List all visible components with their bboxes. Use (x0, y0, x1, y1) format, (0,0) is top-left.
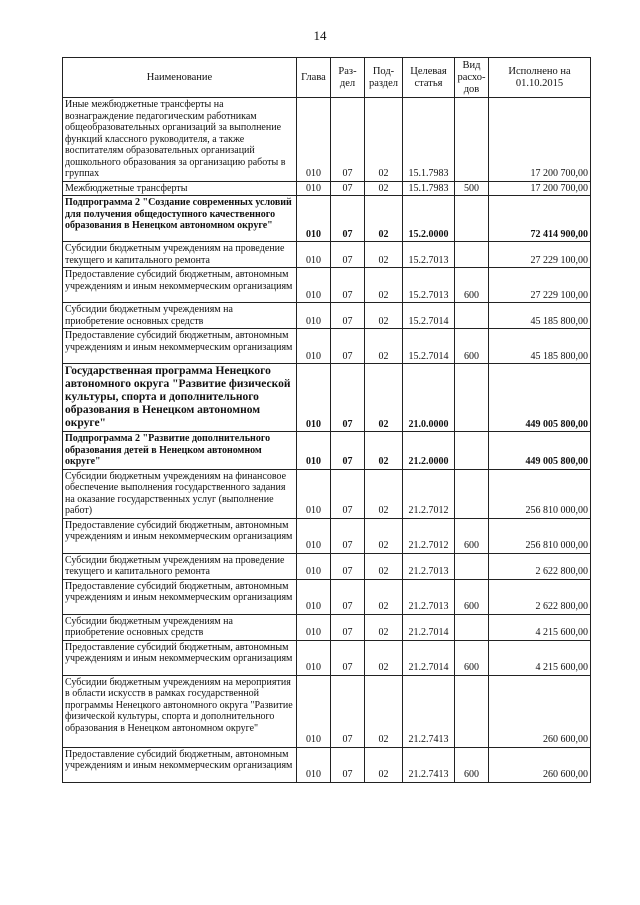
table-row (63, 469, 591, 518)
cell-target-article: 21.2.7013 (403, 579, 455, 614)
cell-section: 07 (331, 469, 365, 518)
cell-section: 07 (331, 553, 365, 579)
table-row (63, 432, 591, 470)
cell-target-article: 21.2.7413 (403, 747, 455, 782)
table-row (63, 747, 591, 782)
cell-subsection: 02 (365, 329, 403, 364)
cell-executed: 4 215 600,00 (489, 614, 591, 640)
table-row (63, 675, 591, 747)
cell-expense-type: 600 (455, 268, 489, 303)
cell-target-article: 21.2.7012 (403, 469, 455, 518)
cell-expense-type (455, 196, 489, 242)
cell-target-article: 21.2.7013 (403, 553, 455, 579)
cell-chapter: 010 (297, 518, 331, 553)
cell-section: 07 (331, 268, 365, 303)
table-row (63, 553, 591, 579)
table-row (63, 196, 591, 242)
cell-expense-type (455, 364, 489, 432)
cell-subsection: 02 (365, 98, 403, 182)
cell-target-article: 21.2.7014 (403, 640, 455, 675)
cell-subsection: 02 (365, 579, 403, 614)
cell-expense-type (455, 432, 489, 470)
cell-name: Иные межбюджетные трансферты на вознаграждение педагогическим работникам общеобразовательных организаций за выполнение функций классного руководителя, а также воспитателям образовательных организаций дошкольного образования за организацию работы в группах (63, 98, 297, 182)
cell-name: Субсидии бюджетным учреждениям на финансовое обеспечение выполнения государственного задания на оказание государственных услуг (выполнение работ) (63, 469, 297, 518)
cell-chapter: 010 (297, 675, 331, 747)
cell-executed: 260 600,00 (489, 675, 591, 747)
cell-subsection: 02 (365, 518, 403, 553)
cell-expense-type: 600 (455, 329, 489, 364)
cell-target-article: 15.2.7014 (403, 303, 455, 329)
cell-name: Предоставление субсидий бюджетным, автономным учреждениям и иным некоммерческим организациям (63, 518, 297, 553)
header-section: Раз-дел (331, 58, 365, 98)
cell-executed: 17 200 700,00 (489, 98, 591, 182)
cell-section: 07 (331, 196, 365, 242)
cell-chapter: 010 (297, 329, 331, 364)
cell-subsection: 02 (365, 268, 403, 303)
header-target-article: Целевая статья (403, 58, 455, 98)
table-row (63, 98, 591, 182)
table-row (63, 364, 591, 432)
table-row (63, 329, 591, 364)
cell-section: 07 (331, 640, 365, 675)
cell-section: 07 (331, 675, 365, 747)
cell-subsection: 02 (365, 303, 403, 329)
cell-subsection: 02 (365, 640, 403, 675)
cell-chapter: 010 (297, 640, 331, 675)
cell-executed: 449 005 800,00 (489, 432, 591, 470)
table-row (63, 640, 591, 675)
cell-target-article: 15.2.7013 (403, 242, 455, 268)
cell-chapter: 010 (297, 614, 331, 640)
cell-expense-type: 600 (455, 518, 489, 553)
cell-name: Субсидии бюджетным учреждениям на мероприятия в области искусств в рамках государственной программы Ненецкого автономного округа "Развитие физической культуры, спорта и дополнительного образования в Ненецком автономном округе" (63, 675, 297, 747)
cell-subsection: 02 (365, 675, 403, 747)
cell-executed: 2 622 800,00 (489, 553, 591, 579)
cell-expense-type (455, 469, 489, 518)
header-name: Наименование (63, 58, 297, 98)
cell-target-article: 21.2.7413 (403, 675, 455, 747)
cell-executed: 27 229 100,00 (489, 242, 591, 268)
cell-name: Предоставление субсидий бюджетным, автономным учреждениям и иным некоммерческим организациям (63, 747, 297, 782)
cell-name: Субсидии бюджетным учреждениям на приобретение основных средств (63, 303, 297, 329)
cell-chapter: 010 (297, 268, 331, 303)
table-body (63, 98, 591, 783)
cell-section: 07 (331, 242, 365, 268)
cell-chapter: 010 (297, 579, 331, 614)
table-row (63, 303, 591, 329)
cell-name: Подпрограмма 2 "Создание современных условий для получения общедоступного качественного образования в Ненецком автономном округе" (63, 196, 297, 242)
cell-chapter: 010 (297, 242, 331, 268)
cell-executed: 449 005 800,00 (489, 364, 591, 432)
cell-expense-type: 600 (455, 640, 489, 675)
cell-subsection: 02 (365, 614, 403, 640)
cell-executed: 256 810 000,00 (489, 469, 591, 518)
cell-expense-type (455, 98, 489, 182)
cell-section: 07 (331, 432, 365, 470)
cell-subsection: 02 (365, 553, 403, 579)
header-executed: Исполнено на 01.10.2015 (489, 58, 591, 98)
cell-name: Предоставление субсидий бюджетным, автономным учреждениям и иным некоммерческим организациям (63, 268, 297, 303)
cell-target-article: 21.0.0000 (403, 364, 455, 432)
cell-subsection: 02 (365, 181, 403, 196)
cell-expense-type (455, 675, 489, 747)
cell-chapter: 010 (297, 181, 331, 196)
cell-chapter: 010 (297, 432, 331, 470)
cell-target-article: 21.2.7012 (403, 518, 455, 553)
cell-chapter: 010 (297, 469, 331, 518)
cell-chapter: 010 (297, 98, 331, 182)
cell-target-article: 15.2.0000 (403, 196, 455, 242)
cell-name: Предоставление субсидий бюджетным, автономным учреждениям и иным некоммерческим организациям (63, 579, 297, 614)
page-number: 14 (313, 28, 327, 43)
cell-target-article: 15.2.7014 (403, 329, 455, 364)
cell-target-article: 21.2.7014 (403, 614, 455, 640)
cell-name: Предоставление субсидий бюджетным, автономным учреждениям и иным некоммерческим организациям (63, 329, 297, 364)
cell-name: Субсидии бюджетным учреждениям на приобретение основных средств (63, 614, 297, 640)
cell-expense-type (455, 614, 489, 640)
cell-section: 07 (331, 614, 365, 640)
cell-subsection: 02 (365, 469, 403, 518)
cell-name: Субсидии бюджетным учреждениям на проведение текущего и капитального ремонта (63, 553, 297, 579)
header-expense-type: Вид расхо-дов (455, 58, 489, 98)
cell-executed: 27 229 100,00 (489, 268, 591, 303)
cell-section: 07 (331, 181, 365, 196)
cell-section: 07 (331, 579, 365, 614)
table-row (63, 614, 591, 640)
cell-expense-type (455, 303, 489, 329)
table-header-row (63, 58, 591, 98)
cell-name: Подпрограмма 2 "Развитие дополнительного образования детей в Ненецком автономном округе" (63, 432, 297, 470)
table-row (63, 181, 591, 196)
cell-target-article: 15.1.7983 (403, 98, 455, 182)
cell-executed: 45 185 800,00 (489, 303, 591, 329)
table-row (63, 579, 591, 614)
cell-section: 07 (331, 747, 365, 782)
cell-name: Предоставление субсидий бюджетным, автономным учреждениям и иным некоммерческим организациям (63, 640, 297, 675)
cell-section: 07 (331, 364, 365, 432)
cell-expense-type: 600 (455, 747, 489, 782)
cell-subsection: 02 (365, 432, 403, 470)
cell-name: Государственная программа Ненецкого автономного округа "Развитие физической культуры, спорта и дополнительного образования в Ненецком автономном округе" (63, 364, 297, 432)
budget-table (62, 57, 591, 783)
cell-chapter: 010 (297, 364, 331, 432)
table-row (63, 518, 591, 553)
cell-executed: 45 185 800,00 (489, 329, 591, 364)
header-subsection: Под-раздел (365, 58, 403, 98)
cell-name: Субсидии бюджетным учреждениям на проведение текущего и капитального ремонта (63, 242, 297, 268)
table-row (63, 242, 591, 268)
cell-chapter: 010 (297, 303, 331, 329)
cell-executed: 72 414 900,00 (489, 196, 591, 242)
cell-executed: 17 200 700,00 (489, 181, 591, 196)
cell-section: 07 (331, 518, 365, 553)
cell-section: 07 (331, 98, 365, 182)
cell-chapter: 010 (297, 553, 331, 579)
cell-executed: 256 810 000,00 (489, 518, 591, 553)
cell-executed: 260 600,00 (489, 747, 591, 782)
cell-section: 07 (331, 329, 365, 364)
cell-subsection: 02 (365, 747, 403, 782)
table-row (63, 268, 591, 303)
cell-executed: 2 622 800,00 (489, 579, 591, 614)
cell-subsection: 02 (365, 364, 403, 432)
cell-expense-type (455, 242, 489, 268)
cell-section: 07 (331, 303, 365, 329)
cell-target-article: 15.1.7983 (403, 181, 455, 196)
cell-name: Межбюджетные трансферты (63, 181, 297, 196)
cell-chapter: 010 (297, 196, 331, 242)
cell-subsection: 02 (365, 242, 403, 268)
cell-target-article: 15.2.7013 (403, 268, 455, 303)
cell-subsection: 02 (365, 196, 403, 242)
cell-expense-type: 500 (455, 181, 489, 196)
cell-expense-type: 600 (455, 579, 489, 614)
cell-chapter: 010 (297, 747, 331, 782)
cell-target-article: 21.2.0000 (403, 432, 455, 470)
cell-expense-type (455, 553, 489, 579)
header-chapter: Глава (297, 58, 331, 98)
cell-executed: 4 215 600,00 (489, 640, 591, 675)
